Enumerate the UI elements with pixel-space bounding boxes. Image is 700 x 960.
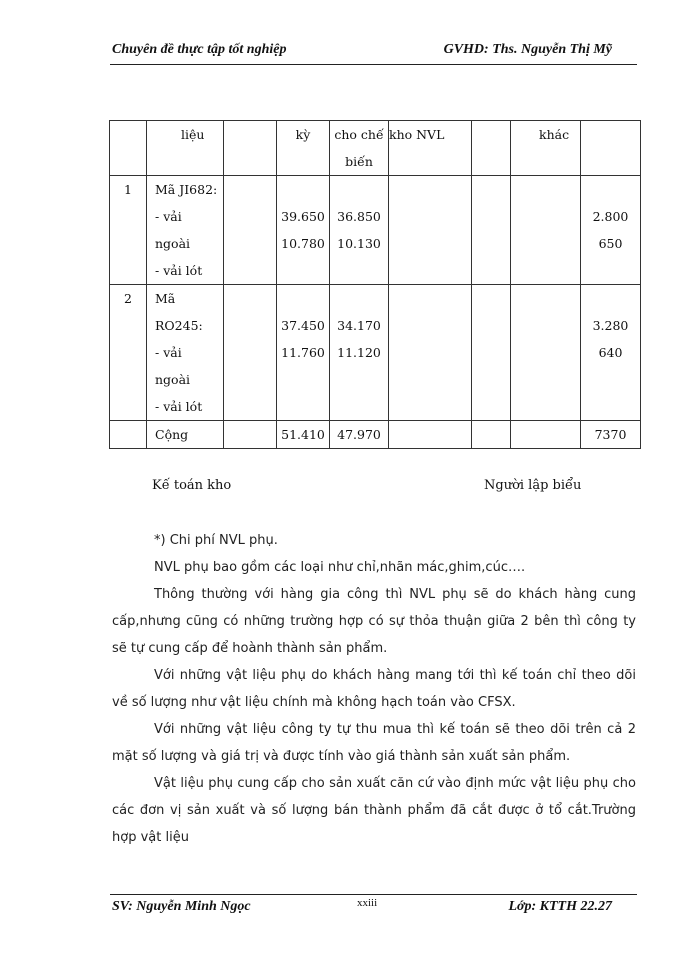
paragraph-heading: *) Chi phí NVL phụ. <box>154 533 278 548</box>
table-cell <box>472 121 511 176</box>
table-cell: Mã JI682: - vải ngoài - vải lót <box>147 176 224 285</box>
signature-preparer: Người lập biểu <box>484 478 582 493</box>
table-cell <box>511 176 581 285</box>
table-cell: liệu <box>147 121 224 176</box>
table-row <box>110 176 641 285</box>
signature-warehouse-accountant: Kế toán kho <box>152 478 232 493</box>
table-row <box>110 285 641 421</box>
header-advisor: GVHD: Ths. Nguyễn Thị Mỹ <box>443 42 612 57</box>
table-cell: Cộng <box>147 421 224 449</box>
paragraph: Với những vật liệu công ty tự thu mua thì kế toán sẽ theo dõi trên cả 2 mặt số lượng và giá trị và được tính vào giá thành sản xuất sản phẩm. <box>112 722 636 764</box>
table-cell <box>110 121 147 176</box>
table-cell: kỳ <box>277 121 330 176</box>
page-footer <box>112 899 636 919</box>
paragraph: Vật liệu phụ cung cấp cho sản xuất căn cứ vào định mức vật liệu phụ cho các đơn vị sản xuất và số lượng bán thành phẩm đã cắt được ở tổ cắt.Trường hợp vật liệu <box>112 776 636 845</box>
table-cell <box>472 421 511 449</box>
table-cell: 37.450 11.760 <box>277 285 330 421</box>
header-rule <box>110 64 637 65</box>
material-table <box>109 120 641 449</box>
header-title: Chuyên đề thực tập tốt nghiệp <box>112 42 287 57</box>
table-cell <box>224 421 277 449</box>
table-cell <box>110 421 147 449</box>
table-cell <box>581 121 641 176</box>
footer-class: Lớp: KTTH 22.27 <box>508 899 612 914</box>
paragraph: NVL phụ bao gồm các loại như chỉ,nhãn mác,ghim,cúc…. <box>154 560 526 575</box>
paragraph: Thông thường với hàng gia công thì NVL phụ sẽ do khách hàng cung cấp,nhưng cũng có những trường hợp có sự thỏa thuận giữa 2 bên thì công ty sẽ tự cung cấp để hoành thành sản phẩm. <box>112 587 636 656</box>
table-cell: khác <box>511 121 581 176</box>
page-header <box>112 42 636 62</box>
table-cell <box>472 176 511 285</box>
table-cell: 3.280 640 <box>581 285 641 421</box>
paragraph: Với những vật liệu phụ do khách hàng mang tới thì kế toán chỉ theo dõi về số lượng như vật liệu chính mà không hạch toán vào CFSX. <box>112 668 636 710</box>
table-cell <box>389 176 472 285</box>
table-cell: 39.650 10.780 <box>277 176 330 285</box>
table-cell: 2 <box>110 285 147 421</box>
table-cell: kho NVL <box>389 121 472 176</box>
table-cell: 1 <box>110 176 147 285</box>
table-cell: 51.410 <box>277 421 330 449</box>
table-row <box>110 421 641 449</box>
table-cell <box>389 285 472 421</box>
body-text <box>112 527 636 851</box>
table-cell: 34.170 11.120 <box>330 285 389 421</box>
footer-student: SV: Nguyễn Minh Ngọc <box>112 899 251 914</box>
page-number: xxiii <box>357 897 378 909</box>
table-header-row <box>110 121 641 176</box>
table-cell <box>472 285 511 421</box>
table-cell: 7370 <box>581 421 641 449</box>
table-cell: 47.970 <box>330 421 389 449</box>
table-cell <box>511 285 581 421</box>
table-cell <box>224 285 277 421</box>
table-cell <box>389 421 472 449</box>
table-cell <box>511 421 581 449</box>
table-cell: Mã RO245: - vải ngoài - vải lót <box>147 285 224 421</box>
footer-rule <box>110 894 637 895</box>
table-cell <box>224 121 277 176</box>
table-cell: cho chế biến <box>330 121 389 176</box>
table-cell: 36.850 10.130 <box>330 176 389 285</box>
table-cell: 2.800 650 <box>581 176 641 285</box>
table-cell <box>224 176 277 285</box>
